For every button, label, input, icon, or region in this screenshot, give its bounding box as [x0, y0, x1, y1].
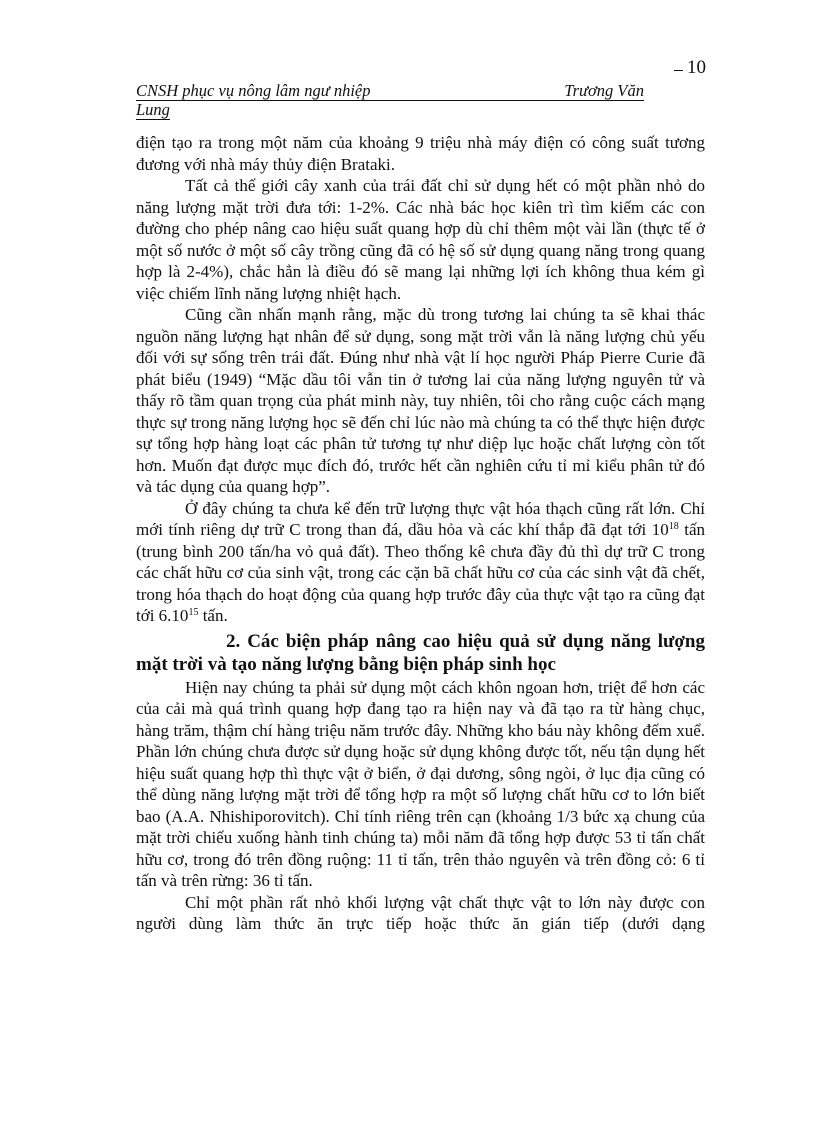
paragraph-6: Chỉ một phần rất nhỏ khối lượng vật chất thực vật to lớn này được con người dùng làm thức ăn trực tiếp hoặc thức ăn gián tiếp (dưới dạng — [136, 892, 705, 933]
section-heading: 2. Các biện pháp nâng cao hiệu quả sử dụng năng lượng mặt trời và tạo năng lượng bằng biện pháp sinh học — [136, 630, 705, 675]
running-header — [136, 82, 644, 120]
paragraph-4 — [136, 498, 705, 627]
header-author-continuation: Lung — [136, 100, 170, 119]
page-number-text: 10 — [687, 57, 706, 78]
paragraph-4-part-1: Ở đây chúng ta chưa kể đến trữ lượng thực vật hóa thạch cũng rất lớn. Chỉ mới tính riêng dự trữ C trong than đá, dầu hỏa và các khí thắp đã đạt tới 10 — [136, 498, 705, 539]
page-number-dash — [674, 70, 683, 71]
paragraph-4-part-3: tấn. — [198, 606, 228, 625]
body-text — [136, 132, 705, 935]
paragraph-4-part-2: tấn (trung bình 200 tấn/ha vỏ quả đất). Theo thống kê chưa đầy đủ thì dự trữ C trong các chất hữu cơ của sinh vật, trong các cặn bã chất hữu cơ của các sinh vật đã chết, trong hóa thạch do hoạt động của quang hợp trước đây của thực vật tạo ra cũng đạt tới 6.10 — [136, 520, 705, 625]
exponent-15: 15 — [188, 607, 199, 618]
header-author: Trương Văn — [564, 81, 644, 100]
paragraph-5: Hiện nay chúng ta phải sử dụng một cách khôn ngoan hơn, triệt để hơn các của cải mà quá trình quang hợp đang tạo ra hiện nay và đã tạo ra từ hàng chục, hàng trăm, thậm chí hàng triệu năm trước đây. Những kho báu này không đếm xuể. Phần lớn chúng chưa được sử dụng hoặc sử dụng không được tốt, nếu tận dụng hết hiệu suất quang hợp thì thực vật ở biển, ở đại dương, sông ngòi, ở lục địa cũng có thể dùng năng lượng mặt trời để tổng hợp ra một số lượng chất hữu cơ to lớn biết bao (A.A. Nhishiporovitch). Chỉ tính riêng trên cạn (khoảng 1/3 bức xạ chung của mặt trời chiếu xuống hành tinh chúng ta) mỗi năm đã tổng hợp được 53 tỉ tấn chất hữu cơ, trong đó trên đồng ruộng: 11 tỉ tấn, trên thảo nguyên và trên đồng cỏ: 6 tỉ tấn và trên rừng: 36 tỉ tấn. — [136, 677, 705, 890]
running-header-line — [136, 82, 644, 101]
exponent-18: 18 — [668, 521, 679, 532]
paragraph-1: điện tạo ra trong một năm của khoảng 9 triệu nhà máy điện có công suất tương đương với nhà máy thủy điện Brataki. — [136, 133, 705, 174]
paragraph-3: Cũng cần nhấn mạnh rằng, mặc dù trong tương lai chúng ta sẽ khai thác nguồn năng lượng hạt nhân để sử dụng, song mặt trời vẫn là năng lượng chủ yếu đối với sự sống trên trái đất. Đúng như nhà vật lí học người Pháp Pierre Curie đã phát biểu (1949) “Mặc dầu tôi vẫn tin ở tương lai của năng lượng nguyên tử và thấy rõ tầm quan trọng của phát minh này, tuy nhiên, tôi cho rằng cuộc cách mạng thực sự trong năng lượng học sẽ đến chỉ lúc nào mà chúng ta có thể thực hiện được sự tổng hợp hàng loạt các phân tử tương tự như diệp lục hoặc chất lượng còn tốt hơn. Muốn đạt được mục đích đó, trước hết cần nghiên cứu tỉ mỉ kiểu phân tử đó và tác dụng của quang hợp”. — [136, 305, 705, 496]
paragraph-2: Tất cả thế giới cây xanh của trái đất chỉ sử dụng hết có một phần nhỏ do năng lượng mặt trời đưa tới: 1-2%. Các nhà bác học kiên trì tìm kiếm các con đường cho phép nâng cao hiệu suất quang hợp dù chỉ thêm một vài lần (thực tế ở một số nước ở một số cây trồng cũng đã có hệ số sử dụng quang năng trong quang hợp là 2-4%), chắc hẳn là điều đó sẽ mang lại những lợi ích không thua kém gì việc chiếm lĩnh năng lượng nhiệt hạch. — [136, 176, 705, 303]
header-course-title: CNSH phục vụ nông lâm ngư nhiệp — [136, 81, 371, 100]
page-number — [674, 57, 706, 79]
